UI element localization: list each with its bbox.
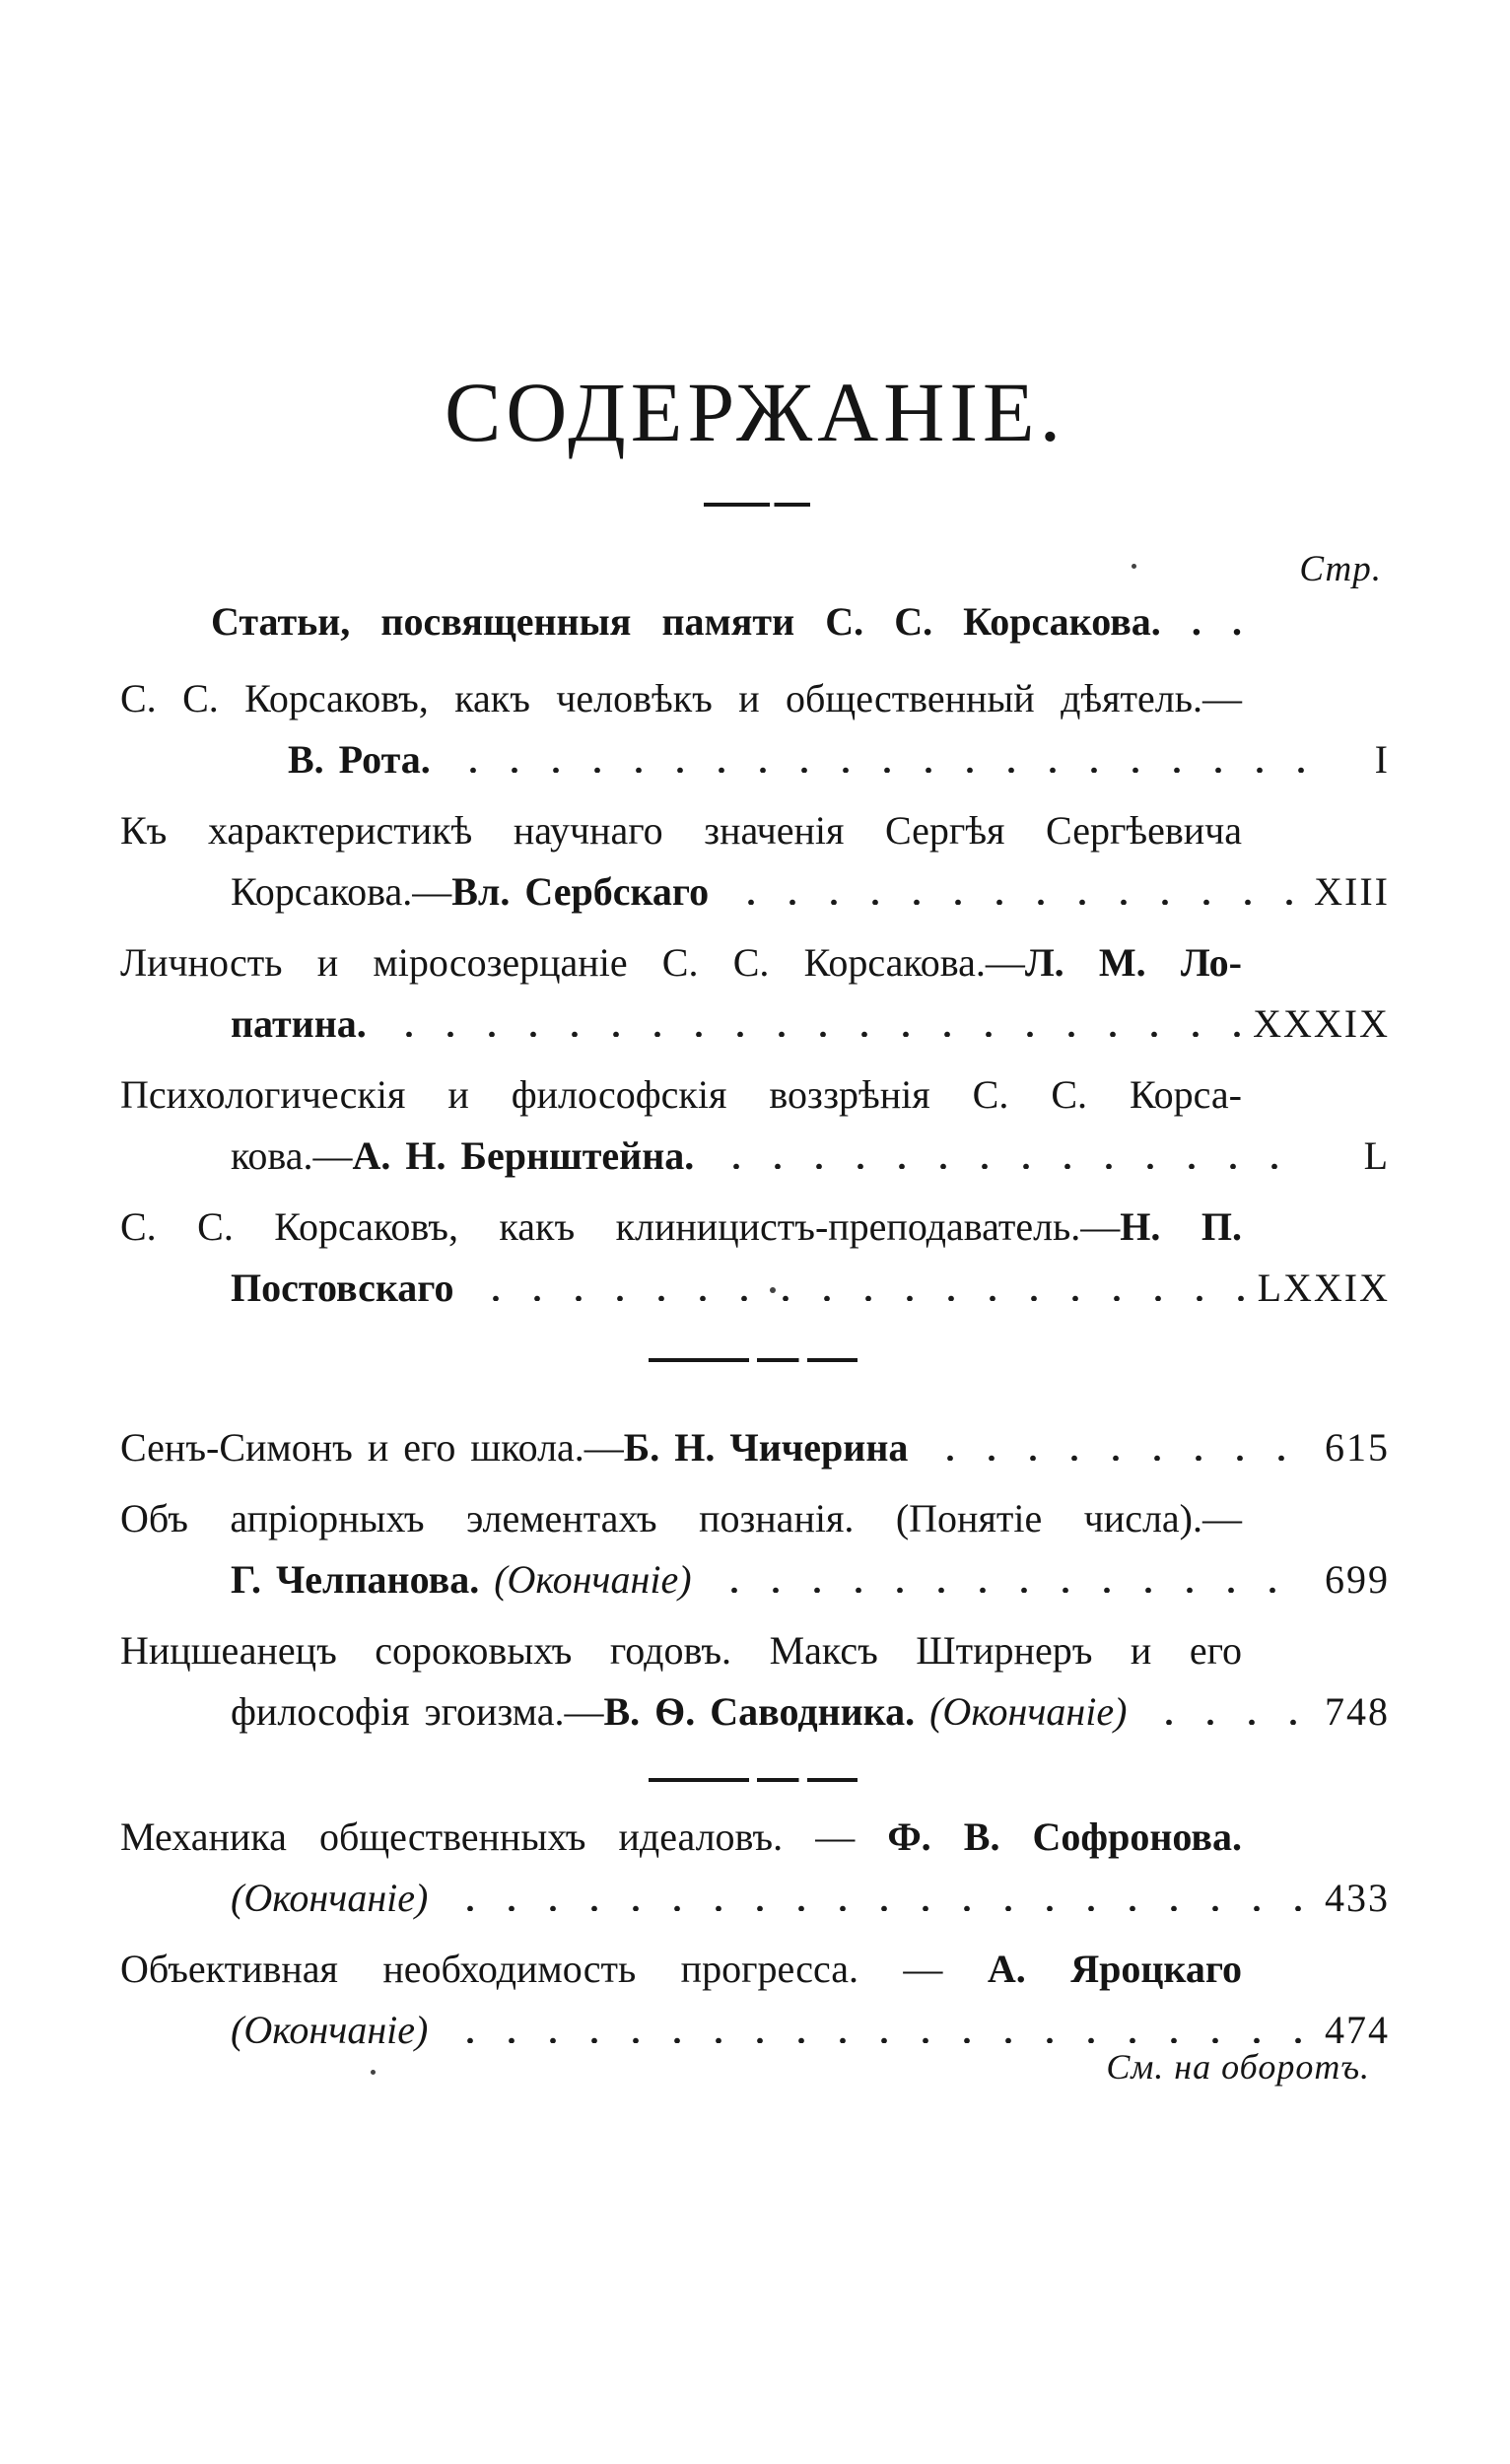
toc-entry (120, 1064, 1390, 1187)
entry-text (231, 1549, 692, 1610)
entry-line (120, 1939, 1390, 2000)
text-run: Объективная необходимость прогресса. — (120, 1947, 988, 1991)
page-number: 699 (1325, 1557, 1390, 1602)
toc-entry (120, 1620, 1390, 1743)
page-column-label: Стр. (1299, 549, 1382, 589)
page-number: XXXIX (1253, 1001, 1390, 1046)
entry-line (120, 1549, 1390, 1610)
entry-text (120, 1417, 908, 1478)
text-run: философія эгоизма.— (231, 1689, 604, 1734)
entry-line (120, 1258, 1390, 1319)
entry-line (120, 1807, 1390, 1868)
text-run: В. Ѳ. Саводника. (603, 1689, 916, 1734)
dot-leader (1148, 1717, 1311, 1725)
entry-text (231, 1258, 453, 1319)
toc-entry (120, 1488, 1390, 1610)
text-run: Корсакова.— (231, 869, 452, 914)
entry-line (120, 668, 1390, 729)
text-run: А. Н. Бернштейна. (352, 1133, 695, 1178)
entry-line (120, 861, 1390, 923)
entry-line (120, 993, 1390, 1055)
scan-artifact-dot (1132, 564, 1136, 569)
text-run: Н. П. (1120, 1204, 1242, 1249)
text-run: Ницшеанецъ сороковыхъ годовъ. Максъ Штирнеръ и его (120, 1628, 1242, 1673)
toc-entry (120, 1417, 1390, 1478)
text-run: Г. Челпанова. (231, 1557, 480, 1602)
entry-line (120, 729, 1390, 790)
text-run: Вл. Сербскаго (451, 869, 710, 914)
page-number: L (1363, 1133, 1390, 1178)
text-run: Механика общественныхъ идеаловъ. — (120, 1814, 888, 1859)
text-run: С. С. Корсаковъ, какъ человѣкъ и общественный дѣятель.— (120, 676, 1242, 720)
toc-section-memorial (120, 668, 1390, 1319)
dot-leader (716, 1161, 1311, 1169)
dot-leader (714, 1585, 1311, 1593)
page-number: 474 (1325, 2008, 1390, 2052)
text-run: (Окончаніе) (231, 2008, 429, 2052)
title-rule (704, 503, 810, 507)
text-run: Сенъ-Симонъ и его школа.— (120, 1425, 624, 1470)
text-run: Психологическія и философскія воззрѣнія С. С. Корса- (120, 1072, 1242, 1117)
text-run: Б. Н. Чичерина (623, 1425, 909, 1470)
toc-entry (120, 1807, 1390, 1929)
toc-entry (120, 668, 1390, 790)
entry-line (120, 1681, 1390, 1743)
text-run: кова.— (231, 1133, 353, 1178)
text-run: (Окончаніе) (479, 1557, 692, 1602)
dot-leader (452, 765, 1311, 773)
toc-section-articles (120, 1417, 1390, 1743)
text-run: Постовскаго (231, 1266, 454, 1310)
entry-text (288, 729, 431, 790)
text-run: Объ апріорныхъ элементахъ познанія. (Понятіе числа).— (120, 1496, 1242, 1540)
page-number: LXXIX (1257, 1266, 1390, 1310)
entry-line (120, 932, 1390, 993)
page-number: 433 (1325, 1876, 1390, 1920)
page-title: СОДЕРЖАНІЕ. (444, 365, 1066, 459)
entry-text (231, 1681, 1127, 1743)
text-run: (Окончаніе) (915, 1689, 1128, 1734)
toc-heading: Статьи, посвященныя памяти С. С. Корсакова. . . (211, 599, 1242, 644)
text-run: А. Яроцкаго (987, 1947, 1242, 1991)
entry-line (120, 1868, 1390, 1929)
dot-leader (730, 897, 1304, 905)
entry-text (231, 993, 367, 1055)
entry-text (231, 861, 709, 923)
scan-artifact-dot (770, 1287, 776, 1293)
entry-line (120, 1488, 1390, 1549)
entry-line (120, 1417, 1390, 1478)
entry-line (120, 1197, 1390, 1258)
dot-leader (449, 2035, 1311, 2043)
dot-leader (449, 1903, 1311, 1911)
entry-text (231, 1868, 428, 1929)
table-of-contents (120, 591, 1390, 2061)
text-run: Ф. В. Софронова. (887, 1814, 1243, 1859)
text-run: Къ характеристикѣ научнаго значенія Сергѣя Сергѣевича (120, 808, 1242, 853)
page-number: 615 (1325, 1425, 1390, 1470)
dot-leader (929, 1453, 1311, 1461)
entry-text (231, 2000, 428, 2061)
page-number: I (1374, 737, 1390, 782)
toc-entry (120, 1939, 1390, 2061)
text-run: Л. М. Ло- (1024, 940, 1242, 985)
footer-note: См. на оборотъ. (1106, 2047, 1370, 2087)
page-number: 748 (1325, 1689, 1390, 1734)
toc-section-continued (120, 1807, 1390, 2061)
section-divider (649, 1778, 858, 1782)
scan-artifact-dot (371, 2070, 376, 2075)
entry-line (120, 1126, 1390, 1187)
page-number: XIII (1314, 869, 1390, 914)
text-run: Личность и міросозерцаніе С. С. Корсакова.— (120, 940, 1025, 985)
toc-entry (120, 800, 1390, 923)
section-divider (649, 1358, 858, 1362)
text-run: (Окончаніе) (231, 1876, 429, 1920)
text-run: С. С. Корсаковъ, какъ клиницистъ-преподаватель.— (120, 1204, 1121, 1249)
dot-leader (475, 1293, 1247, 1301)
entry-text (231, 1126, 694, 1187)
entry-line (120, 1620, 1390, 1681)
toc-entry (120, 932, 1390, 1055)
toc-entry (120, 1197, 1390, 1319)
entry-line (120, 800, 1390, 861)
text-run: патина. (231, 1001, 367, 1046)
dot-leader (388, 1029, 1243, 1037)
text-run: В. Рота. (288, 737, 431, 782)
entry-line (120, 1064, 1390, 1126)
